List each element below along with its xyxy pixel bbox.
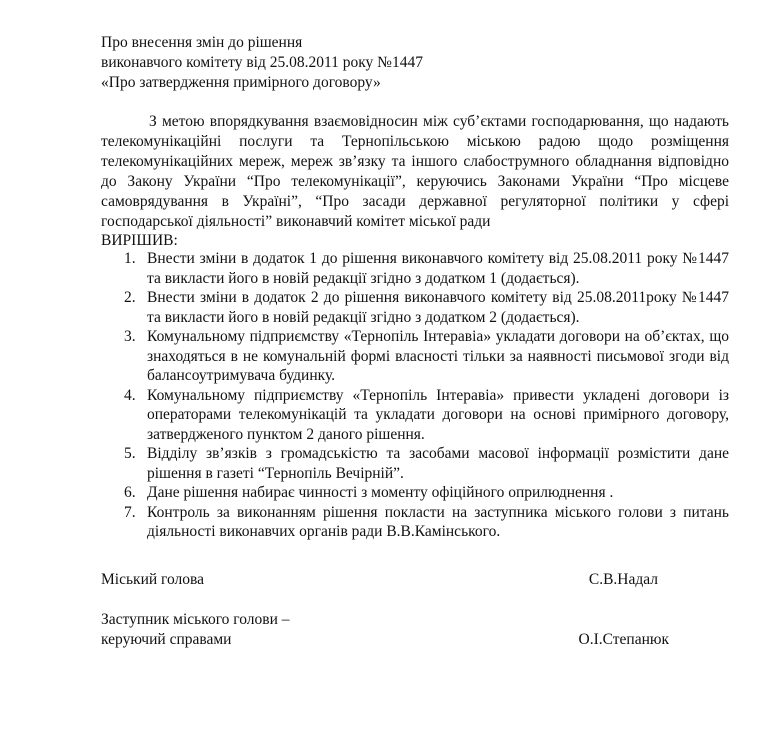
decision-number: 5. (124, 445, 136, 462)
decision-number: 2. (124, 289, 136, 306)
decision-item-5 (101, 444, 729, 483)
decision-text: Внести зміни в додаток 2 до рішення виконавчого комітету від 25.08.2011року №1447 та викласти його в новій редакції згідно з додатком 2 (додається). (147, 289, 729, 326)
title-line-1: Про внесення змін до рішення (101, 34, 303, 51)
title-line-2: виконавчого комітету від 25.08.2011 року №1447 (101, 54, 423, 71)
mayor-name: С.В.Надал (588, 571, 658, 588)
decision-item-4 (101, 386, 729, 445)
decision-number: 6. (124, 484, 136, 501)
decision-item-1 (101, 249, 729, 288)
decision-item-6 (101, 483, 729, 503)
decision-item-7 (101, 503, 729, 542)
deputy-name: О.І.Степанюк (578, 631, 669, 648)
deputy-title-line-1: Заступник міського голови – (101, 611, 290, 628)
decision-text: Комунальному підприємству «Тернопіль Інтеравіа» привести укладені договори із операторами телекомунікацій та укладати договори на основі примірного договору, затвердженого пунктом 2 даного рішення. (147, 386, 729, 443)
preamble-paragraph: З метою впорядкування взаємовідносин між суб’єктами господарювання, що надають телекомунікаційні послуги та Тернопільською міською радою щодо розміщення телекомунікаційних мереж, мереж зв’язку та іншого слабострумного обладнання відповідно до Закону України “Про телекомунікації”, керуючись Законами України “Про місцеве самоврядування в Україні”, “Про засади державної регуляторної політики у сфері господарської діяльності” виконавчий комітет міської ради (101, 113, 729, 230)
mayor-signature-row (101, 570, 676, 590)
decision-item-2 (101, 288, 729, 327)
document-body (101, 33, 729, 542)
deputy-title-line-2: керуючий справами (101, 631, 232, 648)
decision-item-3 (101, 327, 729, 386)
title-line-3: «Про затвердження примірного договору» (101, 74, 381, 91)
decision-number: 3. (124, 328, 136, 345)
mayor-title: Міський голова (101, 571, 205, 588)
decided-heading: ВИРІШИВ: (101, 232, 178, 249)
deputy-title-row (101, 610, 676, 630)
decision-text: Комунальному підприємству «Тернопіль Інтеравіа» укладати договори на об’єктах, що знаходяться в не комунальній формі власності тільки за наявності письмової згоди від балансоутримувача будинку. (147, 328, 729, 384)
decision-list (101, 249, 729, 542)
decision-number: 4. (124, 386, 136, 404)
deputy-signature-row (101, 630, 676, 650)
decision-text: Контроль за виконанням рішення покласти на заступника міського голови з питань діяльності виконавчих органів ради В.В.Камінського. (147, 503, 729, 540)
decision-text: Дане рішення набирає чинності з моменту офіційного оприлюднення . (147, 484, 614, 501)
decision-number: 7. (124, 503, 136, 521)
decision-number: 1. (124, 250, 136, 267)
decision-text: Внести зміни в додаток 1 до рішення виконавчого комітету від 25.08.2011 року №1447 та викласти його в новій редакції згідно з додатком 1 (додається). (147, 250, 729, 287)
signature-block (101, 570, 676, 650)
decision-text: Відділу зв’язків з громадськістю та засобами масової інформації розмістити дане рішення в газеті “Тернопіль Вечірній”. (147, 445, 729, 482)
document-title (101, 33, 729, 93)
